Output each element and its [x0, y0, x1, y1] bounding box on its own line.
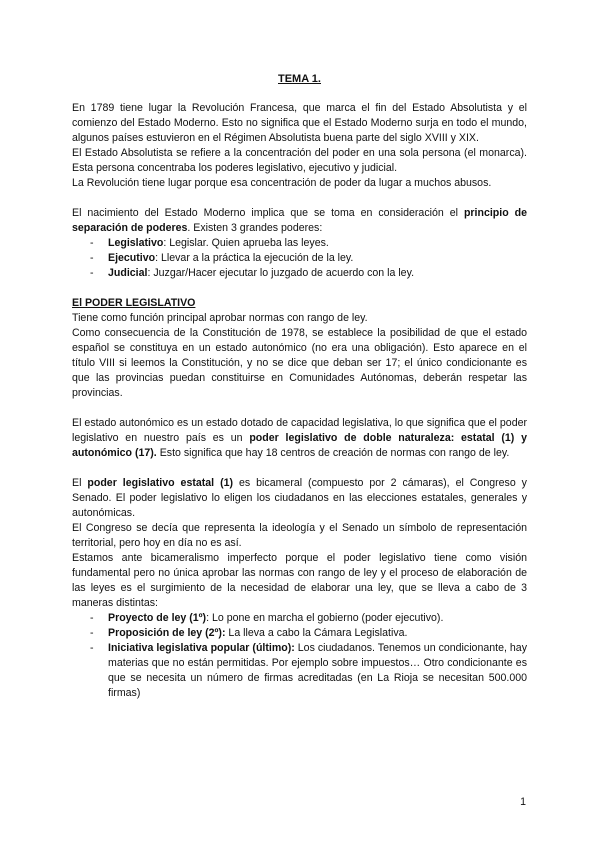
legislativo-paragraph-5: El Congreso se decía que representa la ideología y el Senado un símbolo de representación territorial, pero hoy en día no es así.	[72, 522, 527, 549]
p3-bold: poder legislativo de doble naturaleza: estatal (1) y autonómico (17).	[72, 432, 527, 459]
p3-text-before: El estado autonómico es un estado dotado de capacidad legislativa, lo que significa que el poder legislativo en nuestro país es un	[72, 417, 527, 444]
legislativo-paragraph-4	[72, 476, 527, 521]
list-dash: -	[90, 627, 94, 639]
p4-text-after: es bicameral (compuesto por 2 cámaras), el Congreso y Senado. El poder legislativo lo eligen los ciudadanos en las elecciones estatales, generales y autonómicas.	[72, 477, 527, 519]
list-term: Proposición de ley (2º):	[108, 627, 226, 639]
document-page	[72, 72, 527, 701]
list-dash: -	[90, 252, 94, 264]
p3-text-after: Esto significa que hay 18 centros de creación de normas con rango de ley.	[156, 447, 510, 459]
list-item	[72, 236, 527, 251]
list-dash: -	[90, 612, 94, 624]
legislativo-paragraph-6: Estamos ante bicameralismo imperfecto porque el poder legislativo tiene como visión fundamental pero no única aprobar las normas con rango de ley y el proceso de elaboración de las leyes es el surgimiento de la necesidad de elaborar una ley, que se lleva a cabo de 3 maneras distintas:	[72, 552, 527, 609]
list-term: Ejecutivo	[108, 252, 156, 264]
separation-bold: principio de separación de poderes	[72, 207, 527, 234]
p4-text-before: El	[72, 477, 88, 489]
list-item	[72, 626, 527, 641]
intro-paragraph-1: En 1789 tiene lugar la Revolución Francesa, que marca el fin del Estado Absolutista y el comienzo del Estado Moderno. Esto no significa que el Estado Moderno surja en todo el mundo, algunos países estuvieron en el Régimen Absolutista buena parte del siglo XVIII y XIX.	[72, 102, 527, 144]
list-desc: : Legislar. Quien aprueba las leyes.	[163, 237, 329, 249]
list-desc: : Lo pone en marcha el gobierno (poder ejecutivo).	[206, 612, 444, 624]
list-desc: La lleva a cabo la Cámara Legislativa.	[225, 627, 408, 639]
document-title: TEMA 1.	[278, 73, 321, 85]
list-desc: : Llevar a la práctica la ejecución de la ley.	[155, 252, 354, 264]
legislativo-paragraph-3	[72, 416, 527, 461]
list-term: Judicial	[108, 267, 148, 279]
intro-paragraph-3: La Revolución tiene lugar porque esa concentración de poder da lugar a muchos abusos.	[72, 177, 492, 189]
p4-bold: poder legislativo estatal (1)	[87, 477, 234, 489]
list-term: Proyecto de ley (1º)	[108, 612, 207, 624]
list-desc: Los ciudadanos. Tenemos un condicionante, hay materias que no están permitidas. Por ejemplo sobre impuestos… Otro condicionante es que se necesita un número de firmas acreditadas (en La Rioja se necesitan 500.000 firmas)	[108, 642, 527, 699]
separation-text-after: . Existen 3 grandes poderes:	[187, 222, 323, 234]
legislativo-paragraph-2: Como consecuencia de la Constitución de 1978, se establece la posibilidad de que el estado español se constituya en un estado autonómico (no era una obligación). Esto aparece en el título VIII si leemos la Constitución, y no se dice que deban ser 17; el único condicionante es que las provincias puedan constituirse en Comunidades Autónomas, deberán respetar las provincias.	[72, 327, 527, 399]
list-dash: -	[90, 267, 94, 279]
initiative-list	[72, 611, 527, 701]
list-dash: -	[90, 237, 94, 249]
legislativo-paragraph-1: Tiene como función principal aprobar normas con rango de ley.	[72, 312, 368, 324]
section-heading-legislativo: El PODER LEGISLATIVO	[72, 297, 196, 309]
list-item	[72, 611, 527, 626]
list-item	[72, 251, 527, 266]
list-term: Iniciativa legislativa popular (último):	[108, 642, 295, 654]
list-desc: : Juzgar/Hacer ejecutar lo juzgado de acuerdo con la ley.	[147, 267, 415, 279]
list-term: Legislativo	[108, 237, 164, 249]
list-item	[72, 266, 527, 281]
separation-paragraph	[72, 206, 527, 236]
page-number: 1	[520, 796, 526, 808]
list-item	[72, 641, 527, 701]
separation-text-before: El nacimiento del Estado Moderno implica que se toma en consideración el	[72, 207, 464, 219]
list-dash: -	[90, 642, 94, 654]
powers-list	[72, 236, 527, 281]
intro-paragraph-2: El Estado Absolutista se refiere a la concentración del poder en una sola persona (el monarca). Esta persona concentraba los poderes legislativo, ejecutivo y judicial.	[72, 147, 527, 174]
